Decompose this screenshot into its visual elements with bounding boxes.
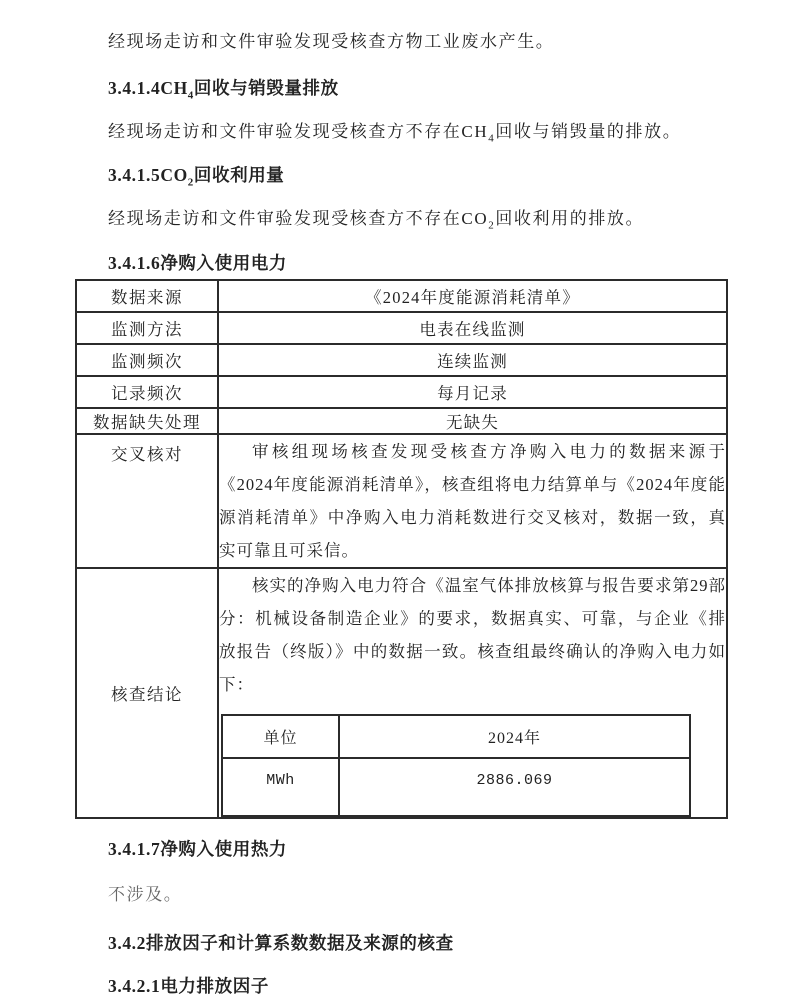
row-value: 《2024年度能源消耗清单》 (218, 280, 727, 312)
row-value: 电表在线监测 (218, 312, 727, 344)
row-value: 连续监测 (218, 344, 727, 376)
row-value (218, 568, 727, 818)
heading-text-post: 回收利用量 (193, 165, 285, 185)
confirmed-electricity-table (221, 714, 691, 817)
cross-check-text: 审核组现场核查发现受核查方净购入电力的数据来源于《2024年度能源消耗清单》，核查组将电力结算单与《2024年度能源消耗清单》中净购入电力消耗数进行交叉核对，数据一致，真实可靠且可采信。 (219, 442, 726, 560)
table-row-missing-data (76, 408, 727, 434)
paragraph-wastewater: 经现场走访和文件审验发现受核查方物工业废水产生。 (108, 32, 555, 51)
row-label: 数据缺失处理 (76, 408, 218, 434)
heading-3-4-2-1-electricity-factor: 3.4.2.1电力排放因子 (108, 976, 269, 996)
table-row-record-frequency (76, 376, 727, 408)
table-row-monitor-frequency (76, 344, 727, 376)
heading-text-post: 回收与销毁量排放 (193, 78, 339, 98)
row-label: 监测方法 (76, 312, 218, 344)
table-row-cross-check (76, 434, 727, 568)
electricity-verification-table (75, 279, 728, 819)
table-row-monitor-method (76, 312, 727, 344)
heading-3-4-1-6-purchased-electricity: 3.4.1.6净购入使用电力 (108, 253, 288, 273)
paragraph-ch4-finding (108, 120, 730, 144)
row-value (218, 434, 727, 568)
subscript-4: 4 (488, 132, 496, 145)
year-header-cell: 2024年 (339, 715, 690, 758)
paragraph-text-post: 回收与销毁量的排放。 (495, 122, 682, 141)
heading-3-4-2-emission-factors: 3.4.2排放因子和计算系数数据及来源的核查 (108, 933, 454, 953)
inner-table-header-row (222, 715, 690, 758)
heading-text-pre: 3.4.1.5CO (108, 165, 188, 185)
unit-value-cell: MWh (222, 758, 339, 816)
table-row-conclusion (76, 568, 727, 818)
table-row-data-source (76, 280, 727, 312)
paragraph-text-post: 回收利用的排放。 (495, 209, 645, 228)
row-label: 数据来源 (76, 280, 218, 312)
heading-3-4-1-5-co2-utilization (108, 163, 730, 187)
conclusion-text: 核实的净购入电力符合《温室气体排放核算与报告要求第29部分：机械设备制造企业》的要求，数据真实、可靠，与企业《排放报告（终版）》中的数据一致。核查组最终确认的净购入电力如下： (219, 576, 726, 694)
row-label: 交叉核对 (76, 434, 218, 568)
paragraph-not-applicable: 不涉及。 (108, 885, 183, 904)
row-label: 监测频次 (76, 344, 218, 376)
heading-text-pre: 3.4.1.4CH (108, 78, 188, 98)
heading-3-4-1-4-ch4-recovery (108, 76, 730, 100)
inner-table-data-row (222, 758, 690, 816)
row-value: 无缺失 (218, 408, 727, 434)
amount-value-cell: 2886.069 (339, 758, 690, 816)
subscript-4: 4 (187, 89, 194, 102)
paragraph-text-pre: 经现场走访和文件审验发现受核查方不存在CH (108, 122, 489, 141)
heading-3-4-1-7-purchased-heat: 3.4.1.7净购入使用热力 (108, 839, 288, 859)
subscript-2: 2 (187, 176, 194, 189)
unit-header-cell: 单位 (222, 715, 339, 758)
paragraph-co2-finding (108, 207, 730, 231)
paragraph-text-pre: 经现场走访和文件审验发现受核查方不存在CO (108, 209, 489, 228)
row-label: 核查结论 (76, 568, 218, 818)
subscript-2: 2 (488, 219, 496, 232)
row-value: 每月记录 (218, 376, 727, 408)
row-label: 记录频次 (76, 376, 218, 408)
